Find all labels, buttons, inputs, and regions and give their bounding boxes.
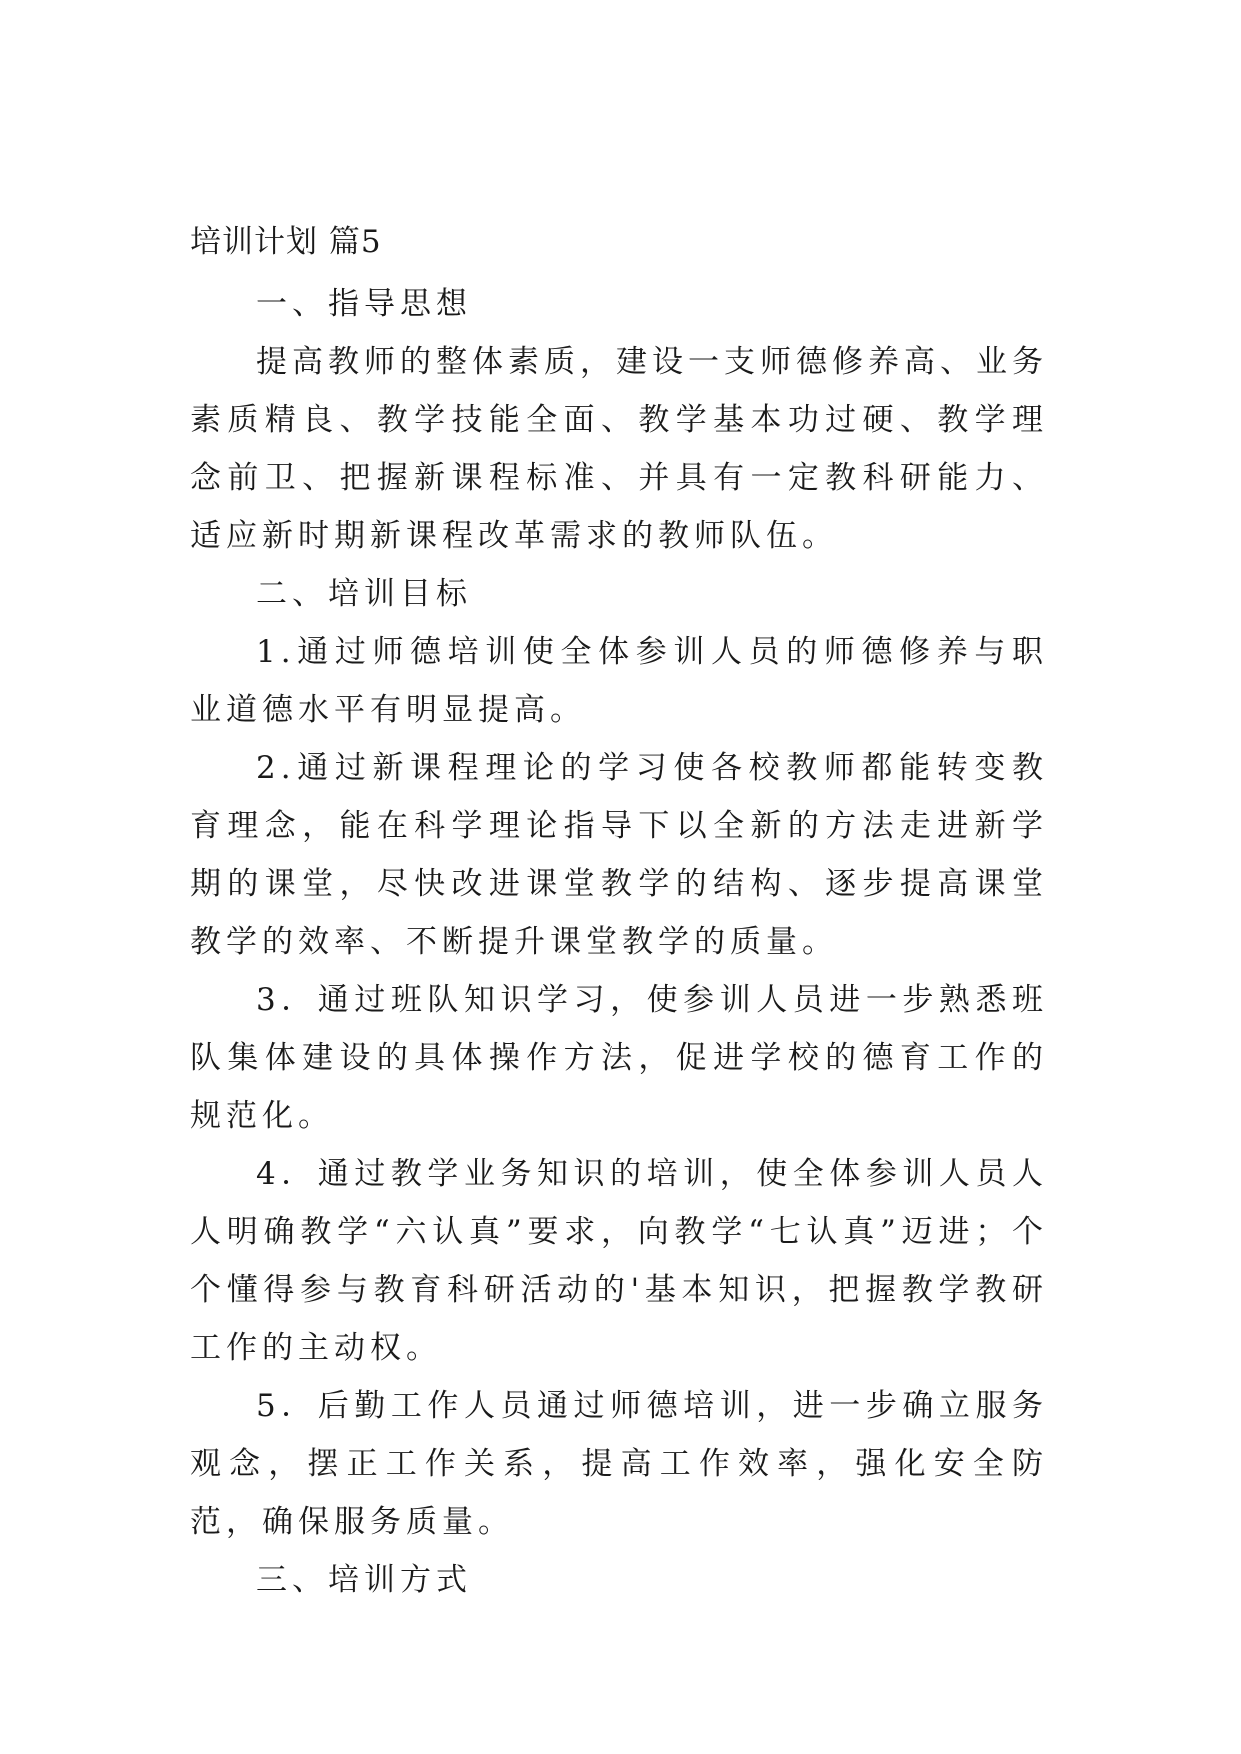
goal-item-2: 2.通过新课程理论的学习使各校教师都能转变教育理念，能在科学理论指导下以全新的方法走进新学期的课堂，尽快改进课堂教学的结构、逐步提高课堂教学的效率、不断提升课堂教学的质量。 — [190, 750, 1048, 960]
goal-item-3: 3．通过班队知识学习，使参训人员进一步熟悉班队集体建设的具体操作方法，促进学校的德育工作的规范化。 — [190, 982, 1048, 1134]
document-body — [190, 275, 1048, 1609]
paragraph-guiding-ideology: 提高教师的整体素质，建设一支师德修养高、业务素质精良、教学技能全面、教学基本功过硬、教学理念前卫、把握新课程标准、并具有一定教科研能力、适应新时期新课程改革需求的教师队伍。 — [190, 344, 1048, 554]
document-title: 培训计划 篇5 — [190, 224, 382, 260]
goal-item-1: 1.通过师德培训使全体参训人员的师德修养与职业道德水平有明显提高。 — [190, 634, 1048, 728]
goal-item-5: 5．后勤工作人员通过师德培训，进一步确立服务观念，摆正工作关系，提高工作效率，强化安全防范，确保服务质量。 — [190, 1388, 1048, 1540]
goal-item-4: 4．通过教学业务知识的培训，使全体参训人员人人明确教学“六认真”要求，向教学“七认真”迈进；个个懂得参与教育科研活动的'基本知识，把握教学教研工作的主动权。 — [190, 1156, 1048, 1366]
section-heading-guiding-ideology: 一、指导思想 — [256, 286, 472, 322]
section-heading-training-goals: 二、培训目标 — [256, 576, 472, 612]
section-heading-training-methods: 三、培训方式 — [256, 1562, 472, 1598]
